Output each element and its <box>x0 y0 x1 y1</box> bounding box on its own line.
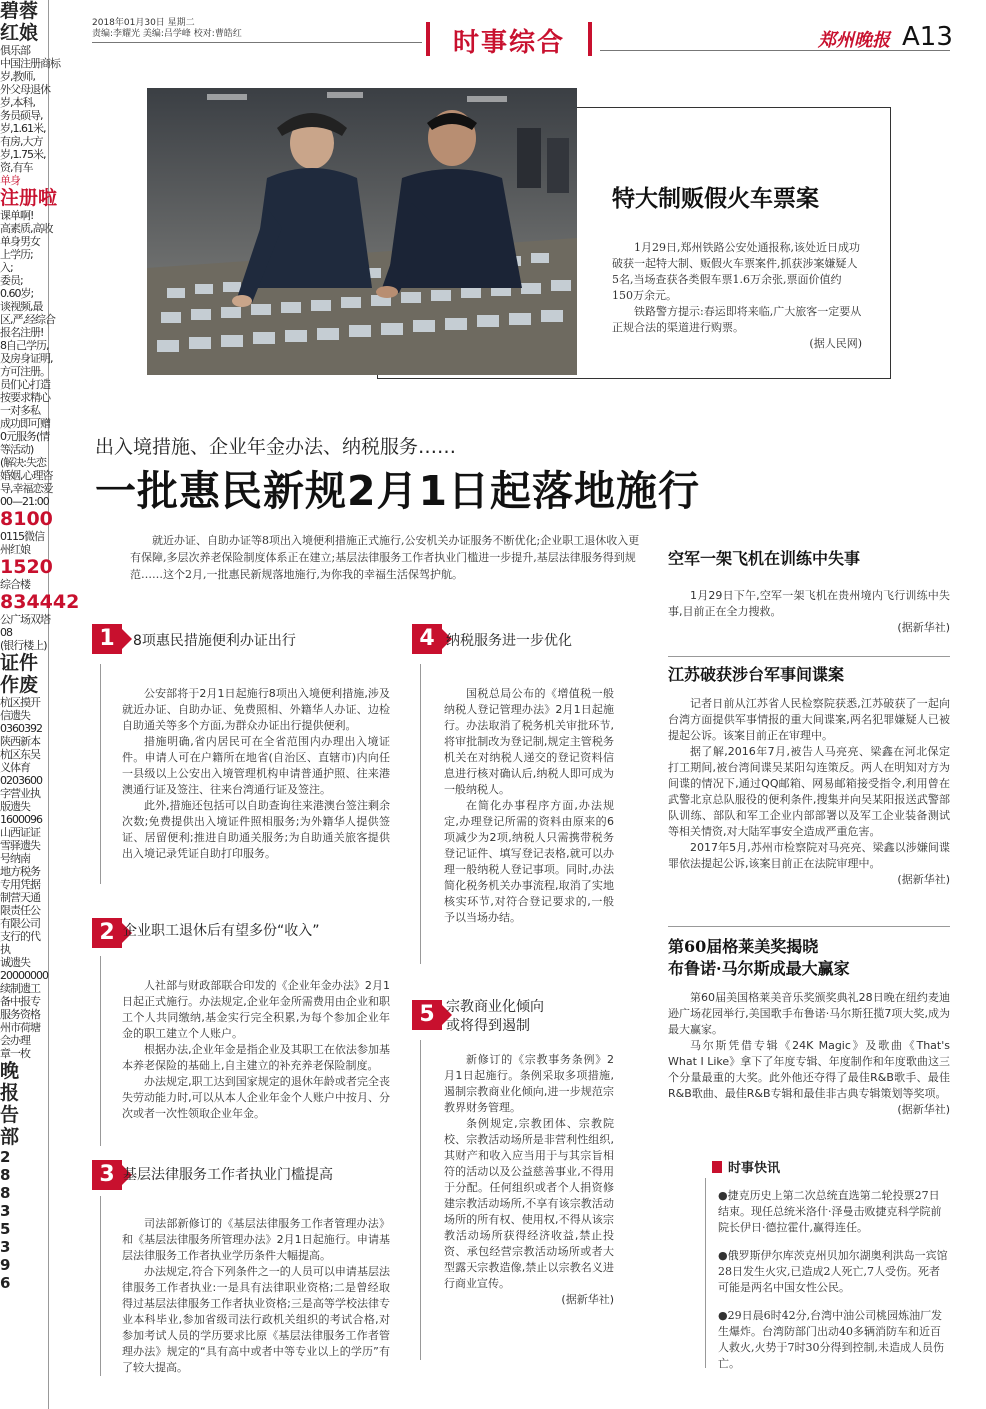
classified-strip <box>0 0 80 1409</box>
classified-line: 8自己学历, <box>0 339 49 352</box>
classified-line: 1600096 <box>0 813 42 826</box>
classified-line: 红娘 <box>0 22 39 44</box>
caption-source: (据人民网) <box>809 337 862 350</box>
item-number-5: 5 <box>412 1000 442 1030</box>
brief-divider <box>668 656 950 657</box>
classified-line: 证件 <box>0 652 39 674</box>
item-paragraph: 公安部将于2月1日起施行8项出入境便利措施,涉及就近办证、自助办证、免费照相、外籍华人办证、边检自助通关等多个方面,为群众办证出行提供便利。 <box>122 687 390 732</box>
item-rule-2 <box>100 956 101 1146</box>
caption-paragraph: 铁路警方提示:春运即将来临,广大旅客一定要从正规合法的渠道进行购票。 <box>612 305 862 334</box>
item-source: (据新华社) <box>561 1293 614 1306</box>
classified-line: 20000000 <box>0 969 48 982</box>
item-paragraph: 新修订的《宗教事务条例》2月1日起施行。条例采取多项措施,遏制宗教商业化倾向,进一步规范宗教界财务管理。 <box>444 1053 614 1114</box>
item-body-1 <box>122 686 390 862</box>
classified-line: 等活动) <box>0 443 34 456</box>
brief-title: 第60届格莱美奖揭晓 布鲁诺·马尔斯成最大赢家 <box>668 937 850 978</box>
classified-line: 婚姻,心理咨 <box>0 469 53 482</box>
classified-line: 及房身证明, <box>0 352 53 365</box>
caption-paragraph: 1月29日,郑州铁路公安处通报称,该处近日成功破获一起特大制、贩假火车票案件,抓获涉案嫌疑人5名,当场查获各类假车票1.6万余张,票面价值约150万余元。 <box>612 241 860 302</box>
classified-line: 0203600 <box>0 774 42 787</box>
brief-source: (据新华社) <box>897 1103 950 1116</box>
item-paragraph: 此外,措施还包括可以自助查询往来港澳台签注剩余次数;免费提供出入境证件照相服务;为外籍华人提供签证、居留便利;推进自助通关服务;为自助通关旅客提供出入境记录凭证自助打印服务。 <box>122 799 390 860</box>
item-body-2 <box>122 978 390 1122</box>
classified-line: 上学历; <box>0 248 33 261</box>
classified-line: (银行楼上) <box>0 639 47 652</box>
newspaper-logo: 郑州晚报 <box>818 30 890 51</box>
classified-line: 0.60岁; <box>0 287 34 300</box>
classified-line: 碧蓉 <box>0 0 39 22</box>
item-title-5: 宗教商业化倾向 或将得到遏制 <box>446 999 544 1034</box>
brief-paragraph: 据了解,2016年7月,被告人马亮亮、梁鑫在河北保定打工期间,被台湾间谍吴某阳勾连策反。两人在明知对方为间谍的情况下,通过QQ邮箱、网易邮箱接受指令,利用曾在武警北京总队服役的便利条件,搜集并向吴某阳报送武警部队训练、部队和军工企业内部部署以及军工企业装备测试等相关情资,对大陆军事安全造成严重危害。 <box>668 745 950 838</box>
section-bar-left <box>426 22 430 56</box>
classified-line: 区,严,经综合 <box>0 313 55 326</box>
classified-line: 地方税务 <box>0 865 40 878</box>
issue-editors: 责编:李耀光 美编:吕学峰 校对:曹皓红 <box>92 29 242 39</box>
quick-news-item: ●俄罗斯伊尔库茨克州贝加尔湖奥利洪岛一宾馆28日发生火灾,已造成2人死亡,7人受伤。死者可能是两名中国女性公民。 <box>718 1249 948 1294</box>
brief-paragraph: 2017年5月,苏州市检察院对马亮亮、梁鑫以涉嫌间谍罪依法提起公诉,该案目前正在法院审理中。 <box>668 841 950 870</box>
classified-line: 方可注册。 <box>0 365 50 378</box>
brief-paragraph: 马尔斯凭借专辑《24K Magic》及歌曲《That's What I Like》拿下了年度专辑、年度制作和年度歌曲这三个分量最重的大奖。此外他还夺得了最佳R&B歌手、最佳R&B歌曲、最佳R&B专辑和最佳非古典专辑策划等奖项。 <box>668 1039 950 1100</box>
item-title-3: 基层法律服务工作者执业门槛提高 <box>123 1167 333 1183</box>
classified-line: 高素质,高收 <box>0 222 53 235</box>
classified-line: 号纳南 <box>0 852 30 865</box>
classified-line: 834442 <box>0 591 80 613</box>
quick-news-item: ●捷克历史上第二次总统直选第二轮投票27日结束。现任总统米洛什·泽曼击败捷克科学院前院长伊日·德拉霍什,赢得连任。 <box>718 1189 942 1234</box>
item-title-4: 纳税服务进一步优化 <box>446 633 572 649</box>
classified-line: 服务资格 <box>0 1008 40 1021</box>
classified-line: 有房,大方 <box>0 135 43 148</box>
header-rule <box>92 42 422 43</box>
item-paragraph: 在简化办事程序方面,办法规定,办理登记所需的资料由原来的6项减少为2项,纳税人只需携带税务登记证件、填写登记表格,就可以办理一般纳税人登记事项。同时,办法简化税务机关办事流程,取消了实地核实环节,对符合登记要求的,一般予以当场办结。 <box>444 799 614 924</box>
classified-line: 雪驿遗失 <box>0 839 40 852</box>
classified-line: 08 <box>0 626 12 639</box>
classified-line: 备中报专 <box>0 995 40 1008</box>
classified-line: 岁,教师, <box>0 70 35 83</box>
classified-line: 执 <box>0 943 10 956</box>
classified-line: (解决:失恋 <box>0 456 46 469</box>
item-title-1: 8项惠民措施便利办证出行 <box>133 633 296 649</box>
classified-line: 岁,1.75米, <box>0 148 46 161</box>
classified-line: 成功即可赠 <box>0 417 50 430</box>
item-paragraph: 条例规定,宗教团体、宗教院校、宗教活动场所是非营利性组织,其财产和收入应当用于与其宗旨相符的活动以及公益慈善事业,不得用于分配。任何组织或者个人捐资修建宗教活动场所,不享有该宗教活动场所的所有权、使用权,不得从该宗教活动场所获得经济收益,禁止投资、承包经营宗教活动场所或者大型露天宗教造像,禁止以宗教名义进行商业宣传。 <box>444 1117 614 1290</box>
classified-line: 0115微信 <box>0 530 44 543</box>
item-paragraph: 措施明确,省内居民可在全省范围内办理出入境证件。申请人可在户籍所在地省(自治区、直辖市)内向任一县级以上公安出入境管理机构申请普通护照、往来港澳通行证及签注、往来台湾通行证及签注。 <box>122 735 390 796</box>
item-paragraph: 根据办法,企业年金是指企业及其职工在依法参加基本养老保险的基础上,自主建立的补充养老保险制度。 <box>122 1043 390 1072</box>
classified-line: 综合楼 <box>0 578 30 591</box>
classified-line: 3 <box>0 1238 11 1256</box>
classified-line: 会办理 <box>0 1034 30 1047</box>
classified-line: 续制遗工 <box>0 982 40 995</box>
classified-line: 章一枚 <box>0 1047 30 1060</box>
classified-line: 州红娘 <box>0 543 30 556</box>
header-rule-right <box>600 50 950 51</box>
brief-story-2 <box>668 664 950 888</box>
classified-line: 委员; <box>0 274 23 287</box>
classified-line: 课单啊! <box>0 209 34 222</box>
item-rule-1 <box>100 664 101 884</box>
classified-line: 00—21:00 <box>0 495 49 508</box>
classified-line: 报名注册! <box>0 326 44 339</box>
brief-paragraph: 记者日前从江苏省人民检察院获悉,江苏破获了一起向台湾方面提供军事情报的重大间谍案,两名犯罪嫌疑人已被提起公诉。该案目前正在审理中。 <box>668 697 950 742</box>
brief-source: (据新华社) <box>897 621 950 634</box>
classified-line: 注册啦 <box>0 187 58 209</box>
classified-line: 导,幸福恋爱 <box>0 482 53 495</box>
quick-news-item: ●29日晨6时42分,台湾中油公司桃园炼油厂发生爆炸。台湾防部门出动40多辆消防车和近百人救火,火势于7时30分得到控制,未造成人员伤亡。 <box>718 1309 944 1370</box>
brief-story-1 <box>668 548 950 636</box>
main-headline: 一批惠民新规2月1日起落地施行 <box>95 467 701 515</box>
item-paragraph: 司法部新修订的《基层法律服务工作者管理办法》和《基层法律服务所管理办法》2月1日起施行。申请基层法律服务工作者执业学历条件大幅提高。 <box>122 1217 390 1262</box>
classified-line: 有限公司 <box>0 917 40 930</box>
classified-line: 信遗失 <box>0 709 30 722</box>
classified-line: 岁,1.61米, <box>0 122 46 135</box>
classified-line: 入; <box>0 261 13 274</box>
classified-line: 陕西新本 <box>0 735 40 748</box>
classified-line: 俱乐部 <box>0 44 30 57</box>
classified-line: 1520 <box>0 556 53 578</box>
brief-source: (据新华社) <box>897 873 950 886</box>
item-number-2: 2 <box>92 918 122 948</box>
classified-line: 2 <box>0 1148 11 1166</box>
brief-title: 江苏破获涉台军事间谍案 <box>668 665 845 684</box>
classified-line: 告 <box>0 1104 20 1126</box>
item-title-2: 企业职工退休后有望多份“收入” <box>123 923 320 939</box>
photo-caption-text <box>612 240 862 352</box>
headline-kicker: 出入境措施、企业年金办法、纳税服务…… <box>95 436 457 458</box>
classified-line: 限责任公 <box>0 904 40 917</box>
brief-title: 空军一架飞机在训练中失事 <box>668 549 861 568</box>
quick-news-tag: 时事快讯 <box>712 1157 780 1176</box>
item-number-1: 1 <box>92 624 122 654</box>
classified-line: 制营天通 <box>0 891 40 904</box>
classified-line: 版遗失 <box>0 800 30 813</box>
brief-body <box>668 696 950 888</box>
classified-line: 山西证证 <box>0 826 40 839</box>
item-body-3 <box>122 1216 390 1376</box>
classified-line: 9 <box>0 1256 11 1274</box>
classified-line: 0360392 <box>0 722 42 735</box>
quick-news-box <box>705 1178 951 1368</box>
classified-line: 8 <box>0 1184 11 1202</box>
classified-line: 作废 <box>0 674 39 696</box>
brief-paragraph: 1月29日下午,空军一架飞机在贵州境内飞行训练中失事,目前正在全力搜救。 <box>668 589 950 618</box>
item-rule-3 <box>100 1196 101 1376</box>
police-photo-illustration <box>147 88 577 375</box>
classified-line: 公广场双塔 <box>0 613 50 626</box>
brief-story-3 <box>668 936 950 1118</box>
classified-line: 单身 <box>0 174 20 187</box>
lead-paragraph: 就近办证、自助办证等8项出入境便利措施正式施行,公安机关办证服务不断优化;企业职工退休收入更有保障,多层次养老保险制度体系正在建立;基层法律服务工作者执业门槛进一步提升,基层法律服务得到规范……这个2月,一批惠民新规落地施行,为你我的幸福生活保驾护航。 <box>130 534 640 581</box>
classified-line: 6 <box>0 1274 11 1292</box>
classified-line: 8100 <box>0 508 53 530</box>
brief-paragraph: 第60届美国格莱美音乐奖颁奖典礼28日晚在纽约麦迪逊广场花园举行,美国歌手布鲁诺·马尔斯狂揽7项大奖,成为最大赢家。 <box>668 991 950 1036</box>
classified-line: 诚遗失 <box>0 956 30 969</box>
classified-line: 外父母退休 <box>0 83 50 96</box>
classified-line: 义体育 <box>0 761 30 774</box>
item-paragraph: 国税总局公布的《增值税一般纳税人登记管理办法》2月1日起施行。办法取消了税务机关审批环节,将审批制改为登记制,规定主管税务机关在对纳税人递交的登记资料信息进行核对确认后,纳税人即可成为一般纳税人。 <box>444 687 614 796</box>
classified-line: 专用凭据 <box>0 878 40 891</box>
item-number-3: 3 <box>92 1160 122 1190</box>
classified-line: 晚 <box>0 1060 20 1082</box>
classified-line: 按要求精心 <box>0 391 50 404</box>
classified-line: 支行的代 <box>0 930 40 943</box>
item-rule-5 <box>420 1040 421 1360</box>
news-photo <box>147 88 577 375</box>
classified-line: 中国注册商标 <box>0 57 60 70</box>
classified-line: 部 <box>0 1126 20 1148</box>
item-paragraph: 办法规定,职工达到国家规定的退休年龄或者完全丧失劳动能力时,可以从本人企业年金个人账户中按月、分次或者一次性领取企业年金。 <box>122 1075 390 1120</box>
photo-caption-title: 特大制贩假火车票案 <box>612 185 819 212</box>
classified-line: 岁,本科, <box>0 96 35 109</box>
classified-line: 杭区东吴 <box>0 748 40 761</box>
section-title: 时事综合 <box>452 28 565 58</box>
classified-line: 5 <box>0 1220 11 1238</box>
item-body-5 <box>444 1052 614 1308</box>
classified-line: 员们心打造 <box>0 378 50 391</box>
item-paragraph: 人社部与财政部联合印发的《企业年金办法》2月1日起正式施行。办法规定,企业年金所需费用由企业和职工个人共同缴纳,基金实行完全积累,为每个参加企业年金的职工建立个人账户。 <box>122 979 390 1040</box>
brief-divider <box>668 926 950 927</box>
classified-line: 字营业执 <box>0 787 40 800</box>
brief-body <box>668 990 950 1118</box>
classified-line: 杭区摸开 <box>0 696 40 709</box>
issue-date: 2018年01月30日 星期二 <box>92 18 195 28</box>
classified-line: 州市荷塘 <box>0 1021 40 1034</box>
brief-body <box>668 588 950 636</box>
issue-meta <box>92 18 422 40</box>
section-bar-right <box>588 22 592 56</box>
item-body-4 <box>444 686 614 926</box>
item-paragraph: 办法规定,符合下列条件之一的人员可以申请基层法律服务工作者执业:一是具有法律职业资格;二是曾经取得过基层法律服务工作者执业资格;三是高等学校法律专业本科毕业,参加省级司法行政机关组织的考试合格,对参加考试人员的学历要求比原《基层法律服务工作者管理办法》规定的“具有高中或者中等专业以上的学历”有了较大提高。 <box>122 1265 390 1374</box>
classified-line: 谈视频,最 <box>0 300 43 313</box>
classified-line: 8 <box>0 1166 11 1184</box>
item-number-4: 4 <box>412 624 442 654</box>
classified-line: 3 <box>0 1202 11 1220</box>
item-rule-4 <box>420 664 421 964</box>
classified-line: 务员硕导, <box>0 109 43 122</box>
classified-line: 一对多私 <box>0 404 40 417</box>
classified-line: 单身男女 <box>0 235 40 248</box>
classified-line: 0元服务(情 <box>0 430 50 443</box>
classified-line: 资,有车 <box>0 161 33 174</box>
classified-line: 报 <box>0 1082 20 1104</box>
page-number: A13 <box>902 22 953 52</box>
